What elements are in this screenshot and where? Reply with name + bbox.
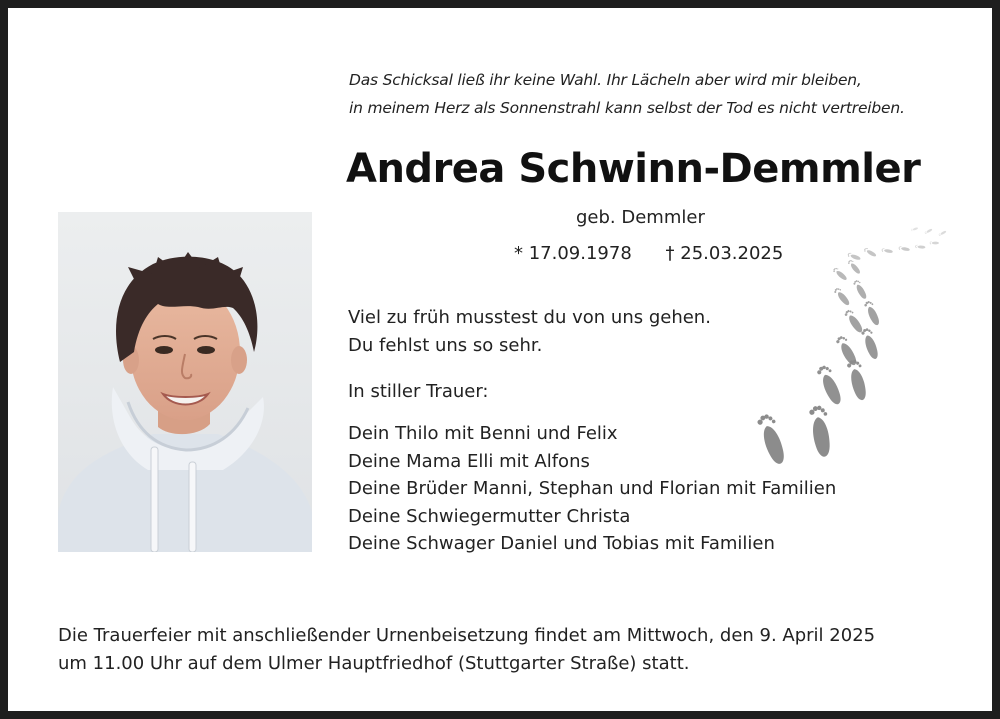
funeral-service-info — [58, 622, 875, 678]
birth-date: * 17.09.1978 — [514, 243, 632, 264]
portrait-photo — [58, 212, 312, 552]
footprint-mark — [852, 279, 868, 300]
footprint-mark — [756, 412, 790, 466]
farewell-line-2: Du fehlst uns so sehr. — [348, 335, 543, 356]
deceased-name: Andrea Schwinn-Demmler — [346, 146, 921, 192]
epitaph-quote — [349, 66, 905, 122]
footprint-mark — [832, 267, 848, 282]
mourner-item: Deine Schwager Daniel und Tobias mit Familien — [348, 533, 775, 555]
footprint-mark — [898, 246, 910, 252]
footprint-mark — [860, 327, 881, 361]
footprint-mark — [846, 358, 870, 401]
mourner-item: Dein Thilo mit Benni und Felix — [348, 423, 618, 444]
footprints-trail-icon — [743, 223, 958, 468]
footprints-graphic — [743, 223, 958, 468]
epitaph-line-2: in meinem Herz als Sonnenstrahl kann selbst der Tod es nicht vertreiben. — [349, 99, 905, 117]
footprint-mark — [863, 300, 882, 327]
footprint-mark — [833, 286, 852, 306]
service-line-2: um 11.00 Uhr auf dem Ulmer Hauptfriedhof (Stuttgarter Straße) statt. — [58, 653, 690, 674]
footprint-mark — [808, 404, 834, 458]
footprint-mark — [924, 228, 933, 235]
service-line-1: Die Trauerfeier mit anschließender Urnenbeisetzung findet am Mittwoch, den 9. April 2025 — [58, 625, 876, 646]
footprint-mark — [915, 245, 926, 249]
mourning-label: In stiller Trauer: — [348, 381, 489, 402]
mourner-item: Deine Brüder Manni, Stephan und Florian mit Familien — [348, 478, 837, 500]
mourner-item: Deine Schwiegermutter Christa — [348, 505, 631, 527]
footprint-mark — [847, 259, 862, 275]
portrait-illustration — [58, 212, 312, 552]
footprint-mark — [930, 241, 939, 244]
footprint-mark — [863, 247, 877, 258]
mourner-item: Deine Mama Elli mit Alfons — [348, 450, 590, 472]
epitaph-line-1: Das Schicksal ließ ihr keine Wahl. Ihr Lächeln aber wird mir bleiben, — [349, 71, 862, 89]
footprint-mark — [911, 227, 919, 232]
farewell-message — [348, 304, 711, 360]
footprint-mark — [938, 230, 947, 237]
footprint-mark — [843, 308, 865, 334]
death-date: † 25.03.2025 — [665, 243, 784, 264]
footprint-mark — [881, 248, 893, 254]
footprint-mark — [847, 252, 861, 261]
maiden-name: geb. Demmler — [576, 207, 705, 228]
footprint-mark — [816, 363, 846, 406]
farewell-line-1: Viel zu früh musstest du von uns gehen. — [348, 307, 711, 328]
